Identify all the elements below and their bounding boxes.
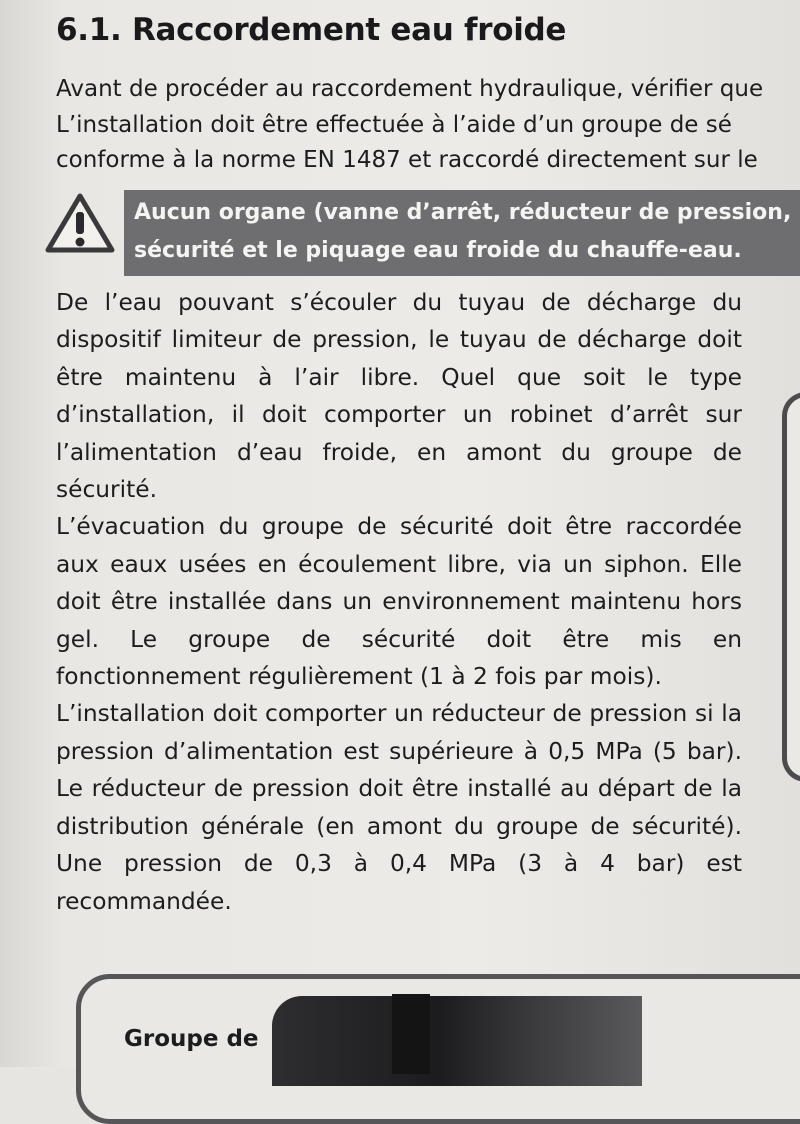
warning-text-line-2: sécurité et le piquage eau froide du chauffe-eau. bbox=[134, 238, 742, 263]
figure-box-title: Groupe de bbox=[124, 1026, 259, 1052]
section-heading: 6.1. Raccordement eau froide bbox=[56, 12, 567, 48]
adjacent-figure-frame bbox=[782, 392, 800, 782]
intro-line-3: conforme à la norme EN 1487 et raccordé directement sur le bbox=[56, 147, 758, 173]
intro-line-1: Avant de procéder au raccordement hydraulique, vérifier que bbox=[56, 76, 764, 102]
intro-line-2: L’installation doit être effectuée à l’aide d’un groupe de sé bbox=[56, 112, 732, 138]
warning-icon bbox=[44, 192, 116, 256]
paragraph-pressure-reducer: L’installation doit comporter un réducteur de pression si la pression d’alimentation est supérieure à 0,5 MPa (5 bar). Le réducteur de pression doit être installé au départ de la distribution générale (en amont du groupe de sécurité). Une pression de 0,3 à 0,4 MPa (3 à 4 bar) est recommandée. bbox=[56, 700, 742, 915]
warning-text-line-1: Aucun organe (vanne d’arrêt, réducteur de pression, bbox=[134, 200, 792, 225]
safety-group-photo bbox=[272, 996, 642, 1086]
body-text bbox=[56, 284, 742, 920]
pipe-shape bbox=[392, 994, 430, 1074]
paragraph-discharge: De l’eau pouvant s’écouler du tuyau de décharge du dispositif limiteur de pression, le tuyau de décharge doit être maintenu à l’air libre. Quel que soit le type d’installation, il doit comporter un robinet d’arrêt sur l’alimentation d’eau froide, en amont du groupe de sécurité. bbox=[56, 289, 742, 504]
paragraph-evacuation: L’évacuation du groupe de sécurité doit être raccordée aux eaux usées en écoulement libre, via un siphon. Elle doit être installée dans un environnement maintenu hors gel. Le groupe de sécurité doit être mis en fonctionnement régulièrement (1 à 2 fois par mois). bbox=[56, 513, 742, 691]
